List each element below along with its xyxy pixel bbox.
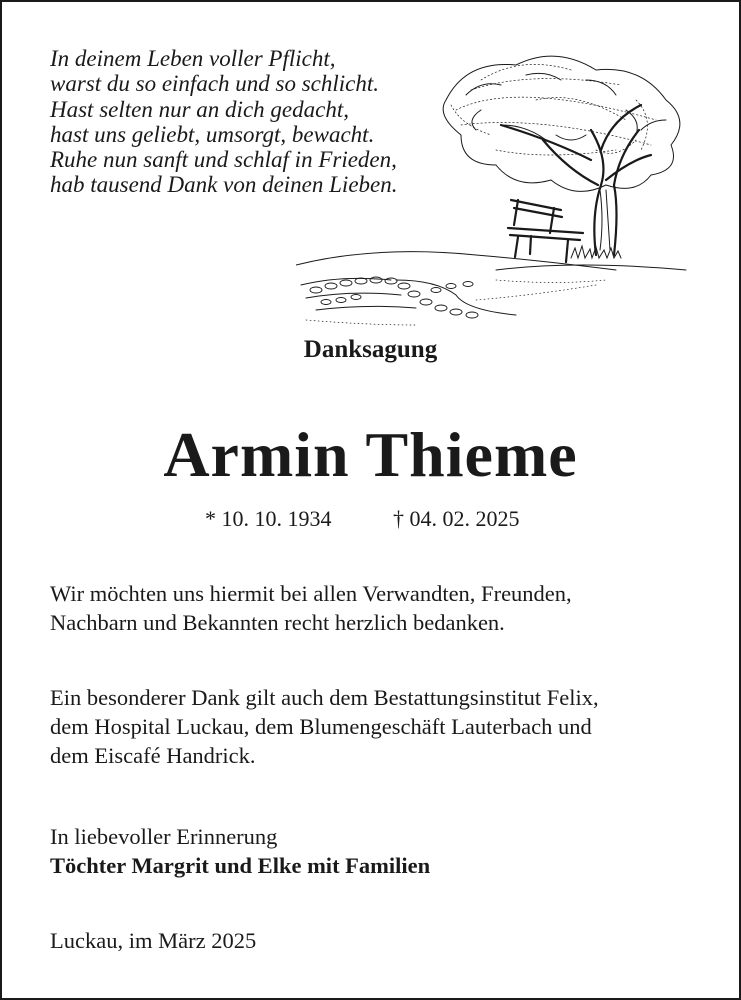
paragraph-line: dem Eiscafé Handrick. <box>50 743 256 768</box>
paragraph-line: dem Hospital Luckau, dem Blumengeschäft Lauterbach und <box>50 714 592 739</box>
paragraph-line: Wir möchten uns hiermit bei allen Verwandten, Freunden, <box>50 581 572 606</box>
tree-and-bench-icon <box>296 40 696 330</box>
paragraph-line: Nachbarn und Bekannten recht herzlich bedanken. <box>50 610 505 635</box>
poem-line: hab tausend Dank von deinen Lieben. <box>50 172 398 198</box>
poem-line: Hast selten nur an dich gedacht, <box>50 96 349 122</box>
signers: Töchter Margrit und Elke mit Familien <box>50 853 431 878</box>
poem-line: In deinem Leben voller Pflicht, <box>50 46 336 71</box>
paragraph-line: Ein besonderer Dank gilt auch dem Bestattungsinstitut Felix, <box>50 685 599 710</box>
thanks-paragraph <box>50 579 710 637</box>
place-date: Luckau, im März 2025 <box>50 928 257 953</box>
closing <box>50 822 430 880</box>
poem-line: warst du so einfach und so schlicht. <box>50 71 380 97</box>
death-date: † 04. 02. 2025 <box>393 506 520 531</box>
birth-date: * 10. 10. 1934 <box>205 506 332 531</box>
special-thanks-paragraph <box>50 683 710 770</box>
poem-line: hast uns geliebt, umsorgt, bewacht. <box>50 121 375 147</box>
heading: Danksagung <box>303 336 438 363</box>
closing-phrase: In liebevoller Erinnerung <box>50 824 278 849</box>
deceased-name: Armin Thieme <box>163 419 578 490</box>
poem-line: Ruhe nun sanft und schlaf in Frieden, <box>50 147 397 173</box>
